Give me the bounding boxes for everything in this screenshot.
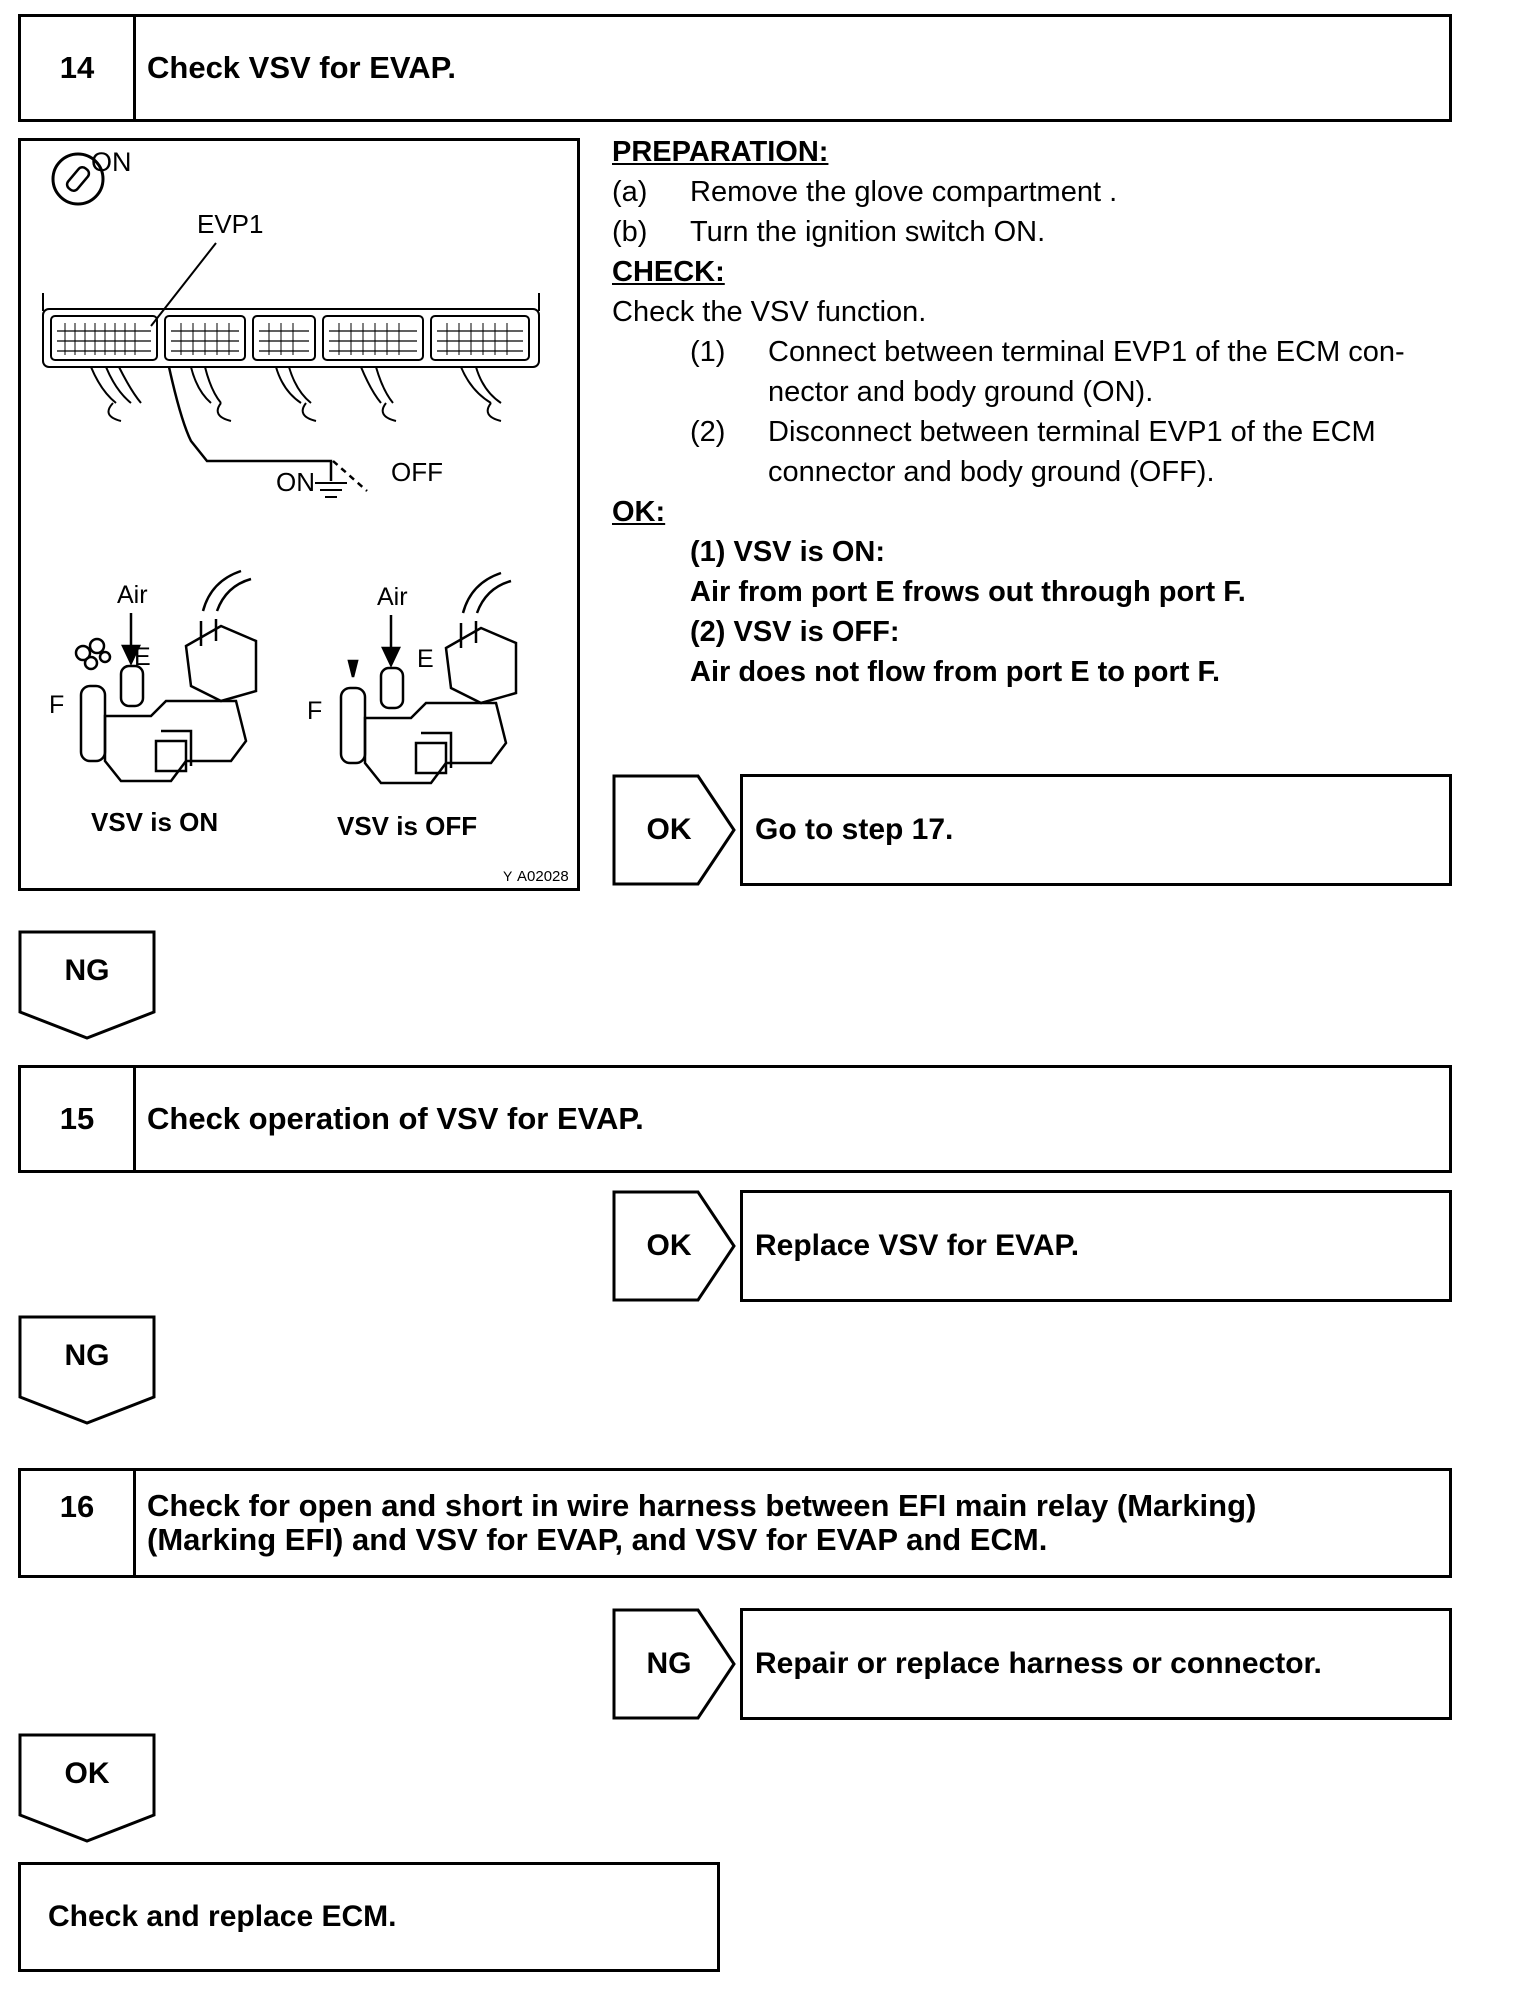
step-title-line1: Check for open and short in wire harness between EFI main relay (Marking) <box>147 1488 1257 1523</box>
check-intro: Check the VSV function. <box>612 296 927 328</box>
result-text-15: Replace VSV for EVAP. <box>755 1229 1080 1262</box>
step-title: Check operation of VSV for EVAP. <box>147 1101 644 1136</box>
figure-code-prefix: Y <box>503 868 513 884</box>
port-e-right-label: E <box>417 645 434 673</box>
step-title-line2: (Marking EFI) and VSV for EVAP, and VSV for EVAP and ECM. <box>147 1522 1048 1557</box>
preparation-heading: PREPARATION: <box>612 136 829 168</box>
ground-on-label: ON <box>276 467 315 497</box>
ok-2-detail: Air does not flow from port E to port F. <box>690 656 1221 688</box>
next-label-16: OK <box>64 1757 110 1790</box>
port-f-right-label: F <box>307 697 323 725</box>
vsv-off-drawing <box>307 573 516 783</box>
check-1-line1: Connect between terminal EVP1 of the ECM con- <box>768 336 1405 368</box>
step-number: 15 <box>21 1068 136 1170</box>
step-14-header <box>18 14 1452 122</box>
caption-vsv-off: VSV is OFF <box>337 811 478 841</box>
ok-1-detail: Air from port E frows out through port F. <box>690 576 1246 608</box>
air-right-label: Air <box>377 583 408 611</box>
result-label-14: OK <box>646 813 692 846</box>
step-number: 14 <box>21 17 136 119</box>
vsv-on-drawing <box>49 571 256 781</box>
ok-2: (2) VSV is OFF: <box>690 616 900 648</box>
prep-a-label: (a) <box>612 176 648 208</box>
result-text-16: Repair or replace harness or connector. <box>755 1647 1322 1680</box>
step-16-header <box>18 1468 1452 1578</box>
step-number: 16 <box>21 1471 136 1575</box>
step-15-header <box>18 1065 1452 1173</box>
figure-code: A02028 <box>517 868 569 885</box>
prep-b-label: (b) <box>612 216 648 248</box>
prep-b-text: Turn the ignition switch ON. <box>690 216 1046 248</box>
check-2-line2: connector and body ground (OFF). <box>768 456 1215 488</box>
step-title <box>147 1471 1439 1575</box>
air-left-label: Air <box>117 581 148 609</box>
next-label-15: NG <box>64 1339 110 1372</box>
step-title: Check VSV for EVAP. <box>147 50 456 85</box>
check-2-label: (2) <box>690 416 726 448</box>
evp1-label: EVP1 <box>197 209 264 239</box>
check-2-line1: Disconnect between terminal EVP1 of the ECM <box>768 416 1376 448</box>
ecm-connector <box>43 293 539 421</box>
next-label-14: NG <box>64 954 110 987</box>
ground-off-label: OFF <box>391 457 443 487</box>
ok-heading: OK: <box>612 496 666 528</box>
switch-off-dashed <box>333 461 367 491</box>
check-heading: CHECK: <box>612 256 725 288</box>
ok-1: (1) VSV is ON: <box>690 536 885 568</box>
vsv-diagram <box>21 141 577 888</box>
port-e-left-label: E <box>134 643 151 671</box>
ign-on-label: ON <box>91 147 132 177</box>
port-f-left-label: F <box>49 691 65 719</box>
result-label-16: NG <box>646 1647 692 1680</box>
result-text-14: Go to step 17. <box>755 813 954 846</box>
check-1-line2: nector and body ground (ON). <box>768 376 1154 408</box>
prep-a-text: Remove the glove compartment . <box>690 176 1118 208</box>
check-1-label: (1) <box>690 336 726 368</box>
caption-vsv-on: VSV is ON <box>91 807 219 837</box>
result-label-15: OK <box>646 1229 692 1262</box>
final-action-text: Check and replace ECM. <box>48 1900 397 1933</box>
ground-symbol-icon <box>315 483 347 497</box>
vsv-figure <box>18 138 580 891</box>
